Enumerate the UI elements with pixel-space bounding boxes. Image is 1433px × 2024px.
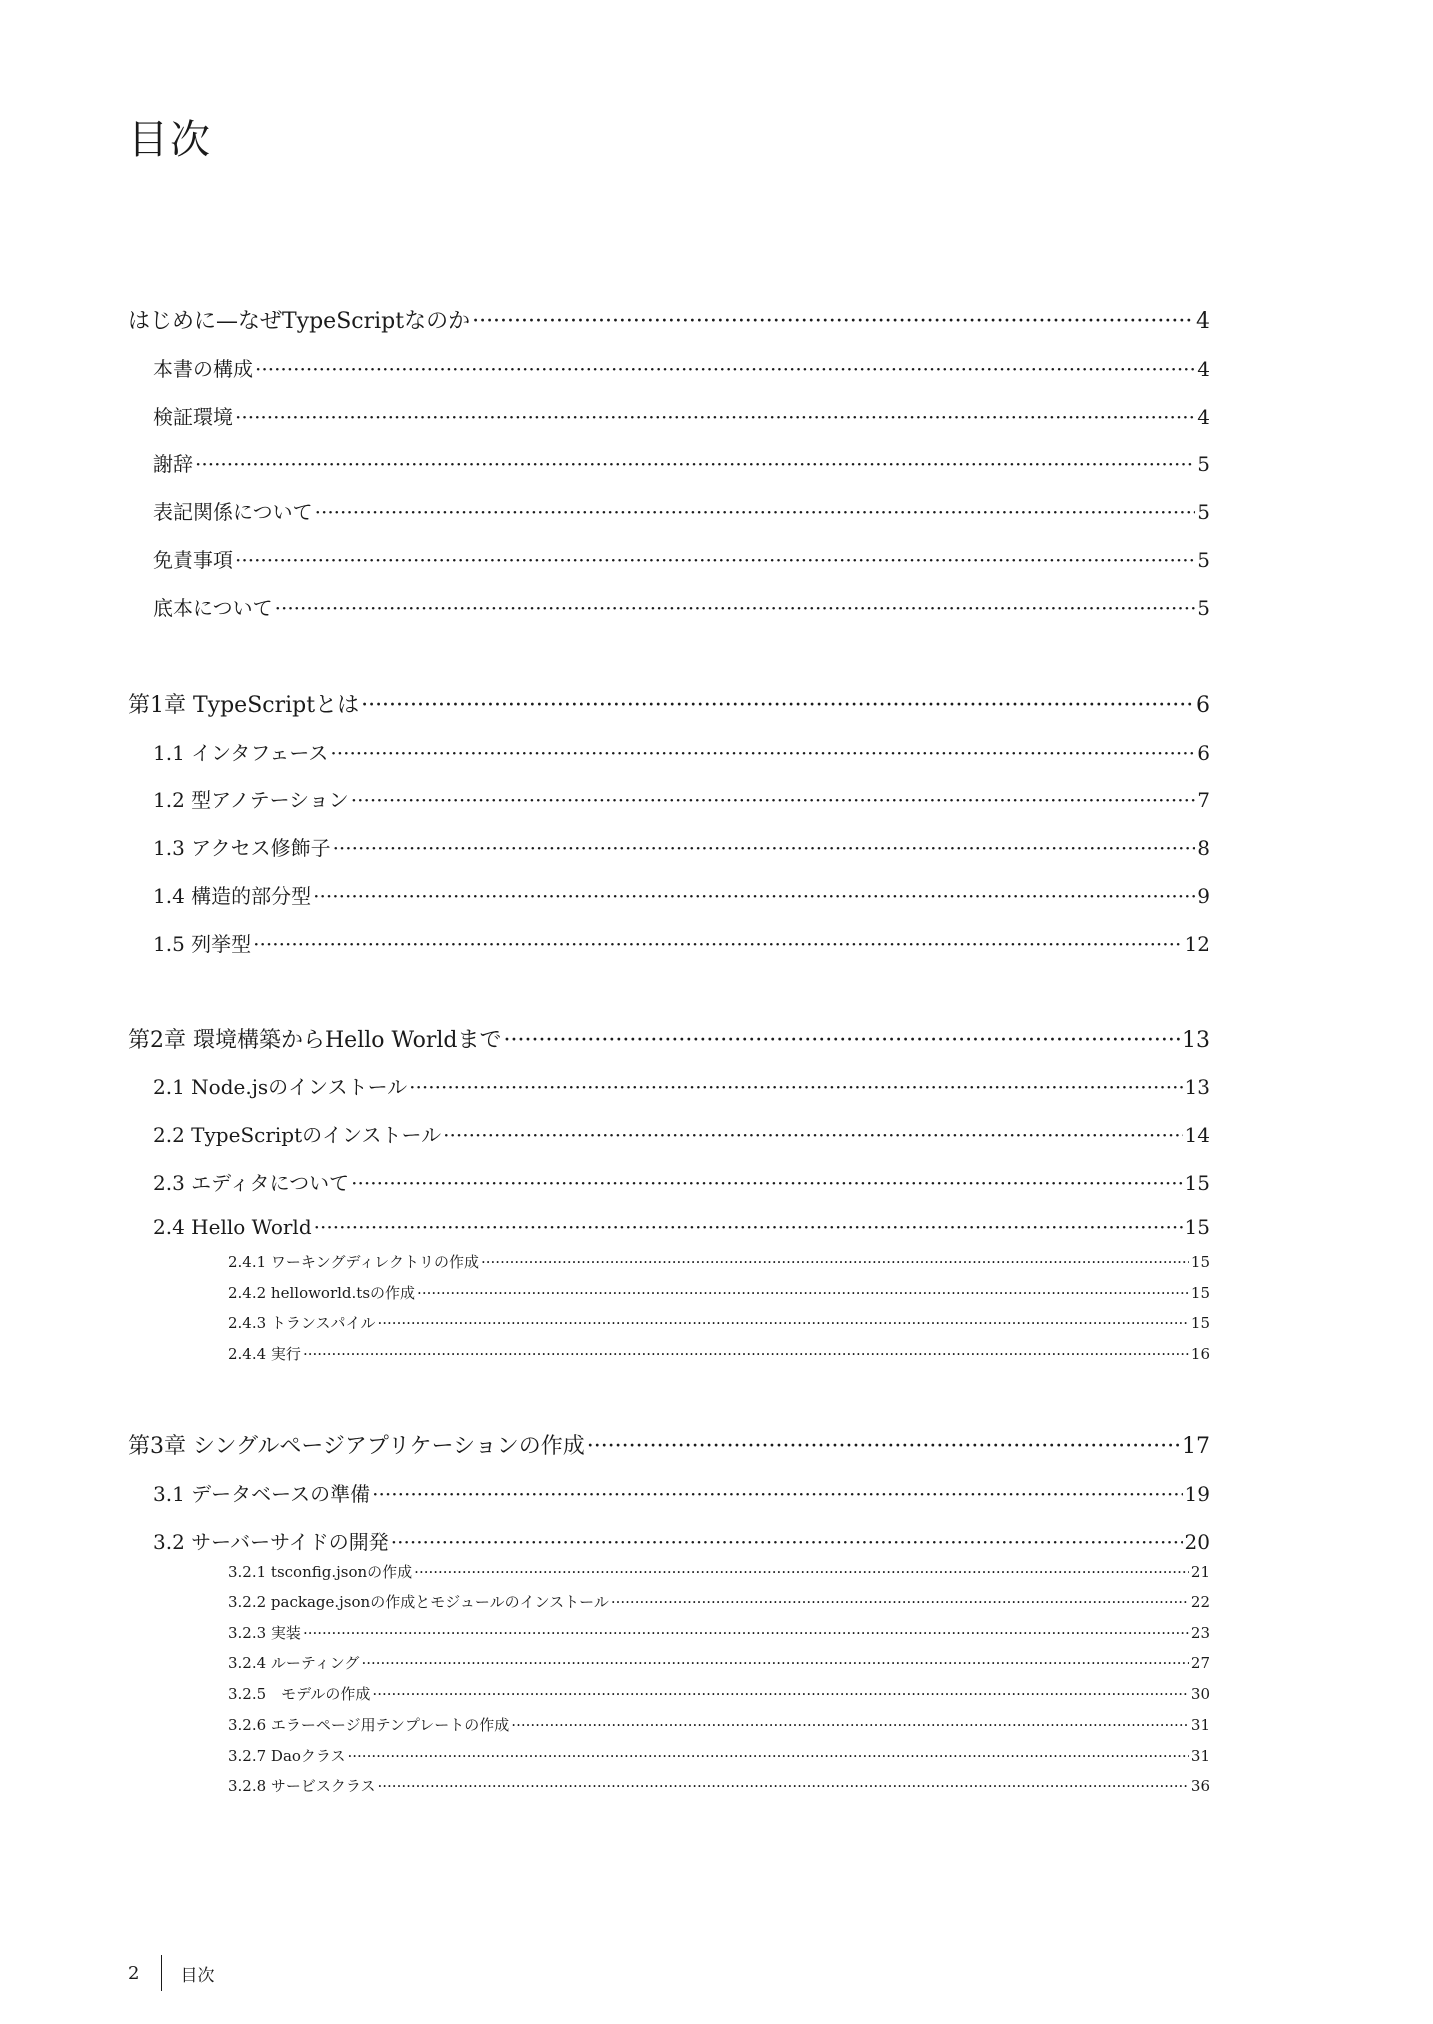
toc-entry[interactable] [153, 1167, 1210, 1196]
toc-entry-page: 22 [1190, 1593, 1210, 1611]
toc-entry-label: 3.2.5 モデルの作成 [228, 1685, 371, 1703]
toc-leader-dots [313, 884, 1195, 908]
toc-entry-label: 3.2.2 package.jsonの作成とモジュールのインストール [228, 1593, 609, 1611]
toc-leader-dots [391, 1530, 1183, 1554]
toc-entry[interactable] [228, 1745, 1210, 1766]
toc-leader-dots [315, 500, 1196, 524]
toc-leader-dots [333, 836, 1196, 860]
toc-entry[interactable] [228, 1591, 1210, 1612]
toc-entry-page: 7 [1197, 788, 1210, 812]
toc-entry-label: 本書の構成 [153, 357, 253, 381]
toc-leader-dots [443, 1123, 1182, 1147]
toc-leader-dots [414, 1563, 1189, 1581]
toc-entry-page: 8 [1197, 836, 1210, 860]
page-title: 目次 [128, 117, 212, 163]
toc-entry-page: 27 [1190, 1654, 1210, 1672]
toc-entry-label: 2.1 Node.jsのインストール [153, 1075, 408, 1099]
toc-entry-page: 4 [1196, 309, 1210, 334]
toc-entry-page: 15 [1184, 1215, 1210, 1239]
toc-entry-label: 1.5 列挙型 [153, 932, 252, 956]
toc-entry-page: 5 [1197, 548, 1210, 572]
toc-entry[interactable] [153, 832, 1210, 861]
toc-entry-page: 31 [1190, 1716, 1210, 1734]
toc-leader-dots [372, 1685, 1188, 1703]
toc-entry[interactable] [153, 592, 1210, 621]
toc-leader-dots [511, 1716, 1189, 1734]
toc-entry-page: 12 [1184, 932, 1210, 956]
toc-entry-page: 15 [1190, 1314, 1210, 1332]
toc-leader-dots [361, 1654, 1188, 1672]
toc-entry-label: 2.4.1 ワーキングディレクトリの作成 [228, 1253, 479, 1271]
toc-entry[interactable] [153, 448, 1210, 477]
toc-entry[interactable] [153, 496, 1210, 525]
toc-leader-dots [235, 548, 1195, 572]
toc-leader-dots [195, 452, 1195, 476]
toc-entry[interactable] [153, 880, 1210, 909]
toc-entry-label: 3.2.1 tsconfig.jsonの作成 [228, 1563, 413, 1581]
toc-leader-dots [409, 1075, 1182, 1099]
toc-entry-page: 5 [1197, 500, 1210, 524]
toc-leader-dots [504, 1028, 1180, 1053]
toc-entry[interactable] [228, 1282, 1210, 1303]
toc-entry[interactable] [228, 1652, 1210, 1673]
footer-divider [161, 1955, 162, 1991]
toc-entry-label: 1.2 型アノテーション [153, 788, 349, 812]
toc-leader-dots [330, 741, 1195, 765]
toc-entry[interactable] [228, 1343, 1210, 1364]
toc-entry-page: 15 [1184, 1171, 1210, 1195]
toc-leader-dots [253, 932, 1182, 956]
toc-entry-label: 3.2.3 実装 [228, 1624, 301, 1642]
toc-entry[interactable] [153, 1526, 1210, 1555]
toc-entry-page: 5 [1197, 596, 1210, 620]
toc-leader-dots [303, 1345, 1189, 1363]
toc-entry[interactable] [153, 401, 1210, 430]
toc-entry-label: 3.1 データベースの準備 [153, 1482, 371, 1506]
toc-entry[interactable] [228, 1251, 1210, 1272]
toc-leader-dots [361, 693, 1194, 718]
toc-entry-page: 15 [1190, 1253, 1210, 1271]
toc-entry-label: 2.4.4 実行 [228, 1345, 301, 1363]
toc-entry-page: 15 [1190, 1284, 1210, 1302]
toc-entry-label: 免責事項 [153, 548, 233, 572]
toc-entry-page: 23 [1190, 1624, 1210, 1642]
toc-entry[interactable] [153, 353, 1210, 382]
toc-entry[interactable] [128, 1023, 1210, 1054]
toc-entry-label: 2.4.2 helloworld.tsの作成 [228, 1284, 416, 1302]
toc-entry[interactable] [153, 928, 1210, 957]
toc-entry-label: 3.2.8 サービスクラス [228, 1777, 376, 1795]
toc-entry-page: 31 [1190, 1747, 1210, 1765]
toc-entry-page: 6 [1197, 741, 1210, 765]
toc-entry[interactable] [228, 1622, 1210, 1643]
toc-entry[interactable] [153, 1119, 1210, 1148]
toc-entry-label: 謝辞 [153, 452, 193, 476]
toc-leader-dots [372, 1482, 1182, 1506]
toc-entry[interactable] [153, 784, 1210, 813]
toc-entry[interactable] [153, 544, 1210, 573]
toc-entry-label: 3.2.7 Daoクラス [228, 1747, 346, 1765]
toc-entry-label: 底本について [153, 596, 273, 620]
toc-entry[interactable] [153, 737, 1210, 766]
toc-leader-dots [611, 1593, 1189, 1611]
toc-leader-dots [275, 596, 1196, 620]
toc-entry[interactable] [228, 1312, 1210, 1333]
toc-entry[interactable] [153, 1071, 1210, 1100]
toc-entry-label: 第2章 環境構築からHello Worldまで [128, 1028, 502, 1053]
toc-leader-dots [348, 1747, 1189, 1765]
toc-leader-dots [255, 357, 1195, 381]
toc-entry-label: 2.3 エディタについて [153, 1171, 350, 1195]
toc-leader-dots [378, 1314, 1189, 1332]
toc-leader-dots [378, 1777, 1189, 1795]
toc-entry-label: 第3章 シングルページアプリケーションの作成 [128, 1434, 585, 1459]
toc-entry[interactable] [228, 1683, 1210, 1704]
footer-page-number: 2 [128, 1962, 140, 1984]
toc-entry[interactable] [228, 1775, 1210, 1796]
toc-entry-page: 5 [1197, 452, 1210, 476]
toc-leader-dots [417, 1284, 1189, 1302]
toc-entry-label: はじめに—なぜTypeScriptなのか [128, 309, 471, 334]
toc-entry-page: 13 [1184, 1075, 1210, 1099]
toc-leader-dots [314, 1215, 1183, 1239]
footer-section-label: 目次 [180, 1965, 215, 1986]
toc-leader-dots [481, 1253, 1189, 1271]
toc-entry[interactable] [128, 304, 1210, 335]
toc-entry-label: 3.2.4 ルーティング [228, 1654, 360, 1672]
toc-entry-page: 19 [1184, 1482, 1210, 1506]
toc-entry[interactable] [228, 1714, 1210, 1735]
toc-entry-page: 16 [1190, 1345, 1210, 1363]
toc-leader-dots [351, 788, 1196, 812]
toc-entry[interactable] [228, 1561, 1210, 1582]
toc-entry-page: 36 [1190, 1777, 1210, 1795]
toc-entry-page: 30 [1190, 1685, 1210, 1703]
toc-leader-dots [351, 1171, 1182, 1195]
toc-entry-label: 2.2 TypeScriptのインストール [153, 1123, 442, 1147]
toc-leader-dots [472, 309, 1194, 334]
toc-entry-page: 20 [1184, 1530, 1210, 1554]
toc-entry-label: 検証環境 [153, 405, 233, 429]
toc-leader-dots [303, 1624, 1189, 1642]
toc-entry-label: 1.3 アクセス修飾子 [153, 836, 331, 860]
toc-entry-label: 表記関係について [153, 500, 313, 524]
toc-entry-label: 1.1 インタフェース [153, 741, 329, 765]
toc-entry-page: 4 [1197, 405, 1210, 429]
toc-entry-page: 21 [1190, 1563, 1210, 1581]
toc-entry-page: 14 [1184, 1123, 1210, 1147]
toc-entry-label: 2.4 Hello World [153, 1215, 312, 1239]
toc-entry-label: 1.4 構造的部分型 [153, 884, 312, 908]
toc-entry[interactable] [128, 1429, 1210, 1460]
toc-entry-page: 4 [1197, 357, 1210, 381]
toc-entry-page: 13 [1182, 1028, 1210, 1053]
toc-entry-page: 6 [1196, 693, 1210, 718]
toc-entry[interactable] [153, 1478, 1210, 1507]
toc-entry-page: 17 [1182, 1434, 1210, 1459]
toc-leader-dots [587, 1434, 1180, 1459]
toc-entry-label: 2.4.3 トランスパイル [228, 1314, 376, 1332]
toc-entry-page: 9 [1197, 884, 1210, 908]
toc-leader-dots [235, 405, 1195, 429]
toc-entry-label: 3.2.6 エラーページ用テンプレートの作成 [228, 1716, 510, 1734]
toc-entry-label: 3.2 サーバーサイドの開発 [153, 1530, 389, 1554]
toc-entry[interactable] [128, 688, 1210, 719]
page-footer [128, 1955, 214, 1991]
toc-entry-label: 第1章 TypeScriptとは [128, 693, 360, 718]
toc-entry[interactable] [153, 1215, 1210, 1239]
